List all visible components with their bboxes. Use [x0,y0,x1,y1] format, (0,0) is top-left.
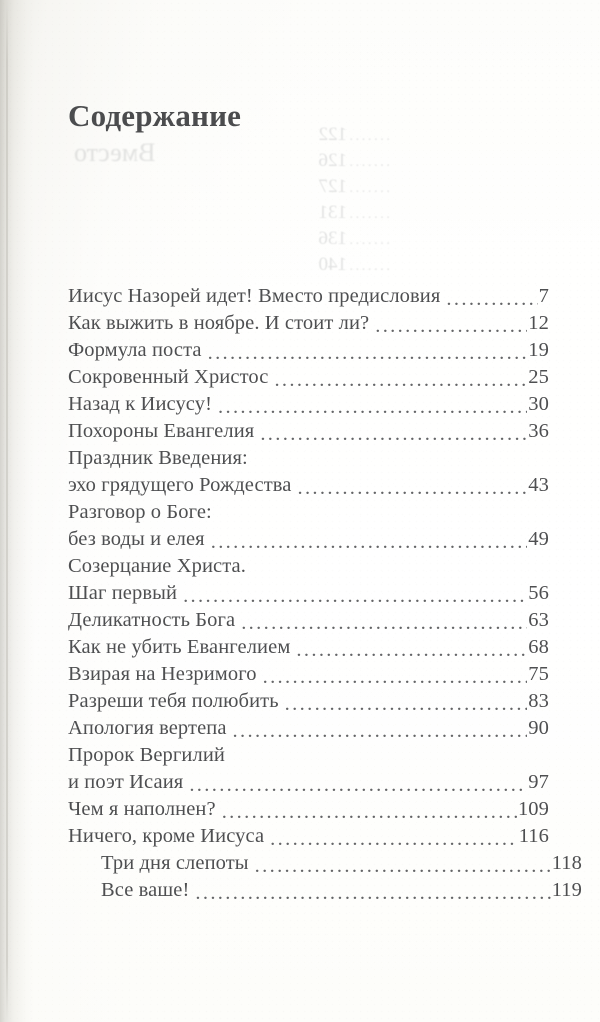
toc-entry-label: Похороны Евангелия [68,420,255,442]
showthrough-text [60,122,390,278]
toc-entry[interactable] [68,310,549,337]
toc-page-number: 90 [528,717,549,739]
toc-entry-row[interactable] [68,715,549,742]
toc-entry[interactable] [68,715,549,742]
showthrough-leader: ....... [346,180,390,196]
toc-entry-label: Назад к Иисусу! [68,393,212,415]
toc-page-number: 49 [528,528,549,550]
dot-leader [296,641,527,661]
toc-page-number: 43 [528,474,549,496]
toc-entry-label: Ничего, кроме Иисуса [68,825,265,847]
toc-entry[interactable] [68,742,549,796]
toc-entry-label: Взирая на Незримого [68,663,257,685]
toc-page-number: 97 [528,771,549,793]
toc-entry-row[interactable] [68,472,549,499]
dot-leader [446,290,537,310]
showthrough-number: 131 [318,202,347,223]
toc-page-number: 83 [528,690,549,712]
toc-entry-row[interactable] [68,337,549,364]
showthrough-leader: ....... [346,232,390,248]
toc-entry-label: Созерцание Христа. [68,555,246,577]
toc-entry-row[interactable] [68,661,549,688]
toc-entry[interactable] [68,877,582,904]
toc-entry-row[interactable] [68,607,549,634]
toc-entry-label: Разговор о Боге: [68,501,212,523]
toc-entry[interactable] [68,499,549,553]
dot-leader [233,722,528,742]
toc-page-number: 119 [551,879,582,901]
dot-leader [285,695,528,715]
showthrough-leader: ....... [346,206,390,222]
dot-leader [208,344,528,364]
toc-entry-label: Шаг первый [68,582,178,604]
toc-entry[interactable] [68,553,549,607]
toc-page-number: 30 [528,393,549,415]
toc-entry-label: Формула поста [68,339,202,361]
toc-entry-row[interactable] [68,526,549,553]
dot-leader [255,857,551,877]
toc-page-number: 63 [528,609,549,631]
toc-entry-row[interactable] [68,391,549,418]
dot-leader [241,614,527,634]
dot-leader [189,776,527,796]
toc-entry-row[interactable] [68,418,549,445]
toc-page-number: 118 [551,852,582,874]
toc-entry[interactable] [68,445,549,499]
toc-entry[interactable] [68,337,549,364]
toc-page-number: 19 [528,339,549,361]
toc-entry-row[interactable] [68,364,549,391]
toc-page-number: 75 [528,663,549,685]
showthrough-number: 127 [318,176,347,197]
toc-entry-label: Деликатность Бога [68,609,236,631]
toc-entry-row[interactable] [68,769,549,796]
toc-entry[interactable] [68,283,549,310]
toc-entry-label: Чем я наполнен? [68,798,216,820]
toc-page-number: 56 [528,582,549,604]
toc-page-number: 116 [518,825,549,847]
dot-leader [297,479,527,499]
showthrough-number: 140 [318,254,347,275]
table-of-contents [68,283,582,904]
showthrough-row [60,174,390,200]
showthrough-number: 136 [318,228,347,249]
showthrough-number: 122 [318,124,347,145]
toc-entry-label: Три дня слепоты [101,852,249,874]
toc-entry-label: Как не убить Евангелием [68,636,291,658]
dot-leader [274,371,527,391]
page-title: Содержание [68,97,242,133]
toc-page-number: 12 [528,312,549,334]
toc-entry[interactable] [68,661,549,688]
dot-leader [270,830,518,850]
showthrough-row [60,226,390,252]
toc-page-number: 36 [528,420,549,442]
toc-entry-row[interactable] [68,688,549,715]
toc-entry-row[interactable] [68,823,549,850]
toc-entry[interactable] [68,634,549,661]
toc-entry-label: Апология вертепа [68,717,227,739]
dot-leader [222,803,517,823]
toc-entry-label: Как выжить в ноябре. И стоит ли? [68,312,370,334]
toc-entry[interactable] [68,364,549,391]
toc-entry-label: Разреши тебя полюбить [68,690,279,712]
toc-entry-row[interactable] [68,796,549,823]
binding-gutter-shadow [0,0,34,1022]
toc-entry-row[interactable] [68,877,582,904]
toc-entry-title-line [68,553,549,580]
showthrough-row [60,252,390,278]
toc-entry-row[interactable] [68,850,582,877]
toc-page-number: 7 [538,285,549,307]
toc-entry-label: Пророк Вергилий [68,744,225,766]
toc-entry-label: Все ваше! [101,879,190,901]
toc-entry[interactable] [68,418,549,445]
toc-entry-label: и поэт Исаия [68,771,184,793]
showthrough-leader: ....... [346,154,390,170]
toc-entry-row[interactable] [68,580,549,607]
toc-entry-row[interactable] [68,310,549,337]
toc-entry-title-line [68,742,549,769]
toc-entry[interactable] [68,850,582,877]
toc-entry-label: Иисус Назорей идет! Вместо предисловия [68,285,441,307]
showthrough-leader: ....... [346,258,390,274]
showthrough-row [60,200,390,226]
dot-leader [218,398,527,418]
dot-leader [375,317,527,337]
dot-leader [263,668,528,688]
toc-page-number: 109 [517,798,549,820]
showthrough-row [60,148,390,174]
toc-entry-row[interactable] [68,283,549,310]
binding-gutter-line [6,0,8,1022]
toc-entry-title-line [68,499,549,526]
toc-entry-row[interactable] [68,634,549,661]
showthrough-leader: ....... [346,128,390,144]
dot-leader [183,587,527,607]
toc-entry[interactable] [68,796,549,823]
toc-page-number: 25 [528,366,549,388]
showthrough-word: Вместо [74,138,156,167]
toc-entry[interactable] [68,823,549,850]
toc-entry-label: Сокровенный Христос [68,366,269,388]
dot-leader [211,533,528,553]
toc-entry-title-line [68,445,549,472]
toc-entry[interactable] [68,391,549,418]
toc-entry-label: без воды и елея [68,528,205,550]
toc-entry-label: эхо грядущего Рождества [68,474,292,496]
toc-entry[interactable] [68,688,549,715]
showthrough-number: 126 [318,150,347,171]
toc-entry-label: Праздник Введения: [68,447,248,469]
toc-entry[interactable] [68,607,549,634]
dot-leader [260,425,527,445]
toc-page-number: 68 [528,636,549,658]
dot-leader [195,884,550,904]
